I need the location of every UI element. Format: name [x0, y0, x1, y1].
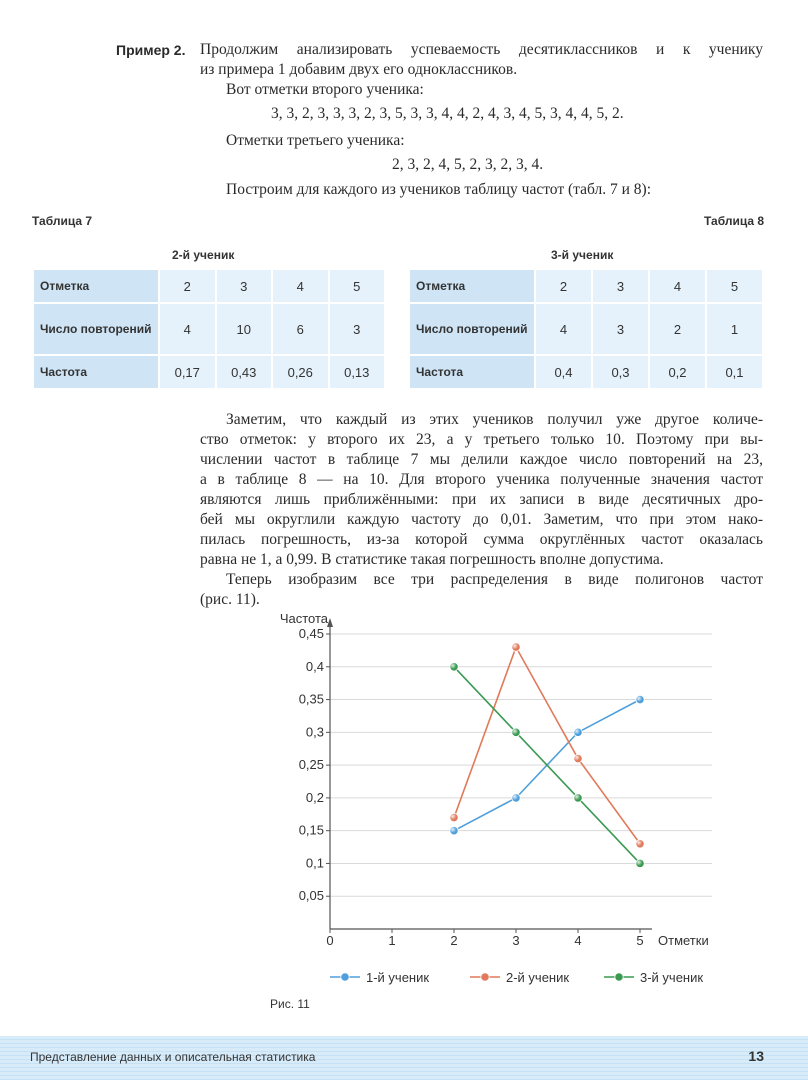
- body-line: являются лишь приближёнными: при их записи в виде десятичных дро-: [200, 491, 763, 508]
- data-point-highlight: [512, 643, 520, 651]
- table-7-caption: Таблица 7: [32, 214, 93, 228]
- table-cell: 0,4: [536, 356, 591, 388]
- x-tick-label: 3: [512, 933, 520, 948]
- x-tick-label: 4: [574, 933, 582, 948]
- intro-line-2: из примера 1 добавим двух его одноклассников.: [200, 61, 518, 78]
- data-point-highlight: [512, 728, 520, 736]
- body-line: (рис. 11).: [200, 591, 260, 608]
- table-cell: 5: [330, 270, 385, 302]
- body-line: бей мы округлили каждую частоту до 0,01. Заметим, что при этом нако-: [200, 511, 763, 528]
- y-tick-label: 0,4: [305, 658, 324, 674]
- series-line: [454, 647, 640, 844]
- x-tick-label: 1: [388, 933, 396, 948]
- example-label: Пример 2.: [116, 42, 186, 58]
- row-label-mark: Отметка: [410, 270, 534, 302]
- legend-label: 3-й ученик: [640, 970, 704, 985]
- table-8-caption: Таблица 8: [704, 214, 765, 228]
- data-point-highlight: [450, 813, 458, 821]
- table-cell: 3: [330, 304, 385, 354]
- build-tables-text: Построим для каждого из учеников таблицу частот (табл. 7 и 8):: [226, 181, 652, 198]
- table-cell: 4: [536, 304, 591, 354]
- legend-marker: [481, 973, 489, 981]
- table-cell: 0,2: [650, 356, 705, 388]
- row-label-count: Число повторений: [410, 304, 534, 354]
- body-line: пилась погрешность, из-за которой сумма округлённых частот оказалась: [200, 531, 763, 548]
- body-line: ство отметок: у второго их 23, а у третьего только 10. Поэтому при вы-: [200, 431, 763, 448]
- data-point-highlight: [512, 794, 520, 802]
- table-cell: 3: [593, 304, 648, 354]
- table-cell: 4: [160, 304, 215, 354]
- row-label-count: Число повторений: [34, 304, 158, 354]
- table-7-title: 2-й ученик: [172, 248, 235, 262]
- table-cell: 2: [160, 270, 215, 302]
- table-cell: 10: [217, 304, 272, 354]
- data-point-highlight: [574, 728, 582, 736]
- row-label-mark: Отметка: [34, 270, 158, 302]
- page-number: 13: [748, 1048, 764, 1064]
- x-tick-label: 5: [636, 933, 644, 948]
- intro-line-1: Продолжим анализировать успеваемость десятиклассников и к ученику: [200, 41, 763, 58]
- y-axis-label: Частота: [279, 611, 328, 626]
- data-point-highlight: [574, 794, 582, 802]
- body-line: Теперь изобразим все три распределения в виде полигонов частот: [226, 571, 763, 588]
- y-tick-label: 0,2: [305, 789, 324, 805]
- legend-marker: [615, 973, 623, 981]
- table-cell: 0,13: [330, 356, 385, 388]
- row-label-frequency: Частота: [410, 356, 534, 388]
- third-student-marks: 2, 3, 2, 4, 5, 2, 3, 2, 3, 4.: [392, 156, 544, 173]
- section-title: Представление данных и описательная статистика: [30, 1050, 316, 1064]
- body-line: Заметим, что каждый из этих учеников получил уже другое количе-: [226, 411, 763, 428]
- table-cell: 0,1: [707, 356, 762, 388]
- table-cell: 4: [650, 270, 705, 302]
- y-tick-label: 0,1: [305, 855, 324, 871]
- second-student-intro: Вот отметки второго ученика:: [226, 81, 424, 98]
- data-point-highlight: [636, 859, 644, 867]
- page-footer: [0, 1036, 808, 1080]
- table-cell: 2: [536, 270, 591, 302]
- second-student-marks: 3, 3, 2, 3, 3, 3, 2, 3, 5, 3, 3, 4, 4, 2, 4, 3, 4, 5, 3, 4, 4, 5, 2.: [271, 105, 624, 122]
- table-cell: 3: [593, 270, 648, 302]
- data-point-highlight: [574, 754, 582, 762]
- legend-label: 1-й ученик: [366, 970, 430, 985]
- body-line: а в таблице 8 — на 10. Для второго ученика полученные значения частот: [200, 471, 763, 488]
- y-tick-label: 0,35: [298, 691, 324, 707]
- data-point-highlight: [636, 840, 644, 848]
- x-axis-label: Отметки: [658, 933, 709, 948]
- data-point-highlight: [450, 826, 458, 834]
- x-tick-label: 2: [450, 933, 458, 948]
- table-8-title: 3-й ученик: [551, 248, 614, 262]
- data-point-highlight: [450, 663, 458, 671]
- third-student-intro: Отметки третьего ученика:: [226, 132, 405, 149]
- table-cell: 0,26: [273, 356, 328, 388]
- x-tick-label: 0: [326, 933, 334, 948]
- y-tick-label: 0,3: [305, 724, 324, 740]
- table-cell: 1: [707, 304, 762, 354]
- table-cell: 5: [707, 270, 762, 302]
- body-line: равна не 1, а 0,99. В статистике такая погрешность вполне допустима.: [200, 551, 664, 568]
- table-cell: 0,43: [217, 356, 272, 388]
- y-tick-label: 0,25: [298, 757, 324, 773]
- table-cell: 6: [273, 304, 328, 354]
- row-label-frequency: Частота: [34, 356, 158, 388]
- legend-marker: [341, 973, 349, 981]
- table-cell: 2: [650, 304, 705, 354]
- table-cell: 4: [273, 270, 328, 302]
- table-cell: 0,17: [160, 356, 215, 388]
- y-tick-label: 0,45: [298, 626, 324, 641]
- y-tick-label: 0,05: [298, 888, 324, 904]
- table-cell: 0,3: [593, 356, 648, 388]
- legend-label: 2-й ученик: [506, 970, 570, 985]
- body-line: числении частот в таблице 7 мы делили каждое число повторений на 23,: [200, 451, 763, 468]
- figure-caption: Рис. 11: [270, 997, 310, 1011]
- data-point-highlight: [636, 695, 644, 703]
- table-cell: 3: [217, 270, 272, 302]
- y-tick-label: 0,15: [298, 822, 324, 838]
